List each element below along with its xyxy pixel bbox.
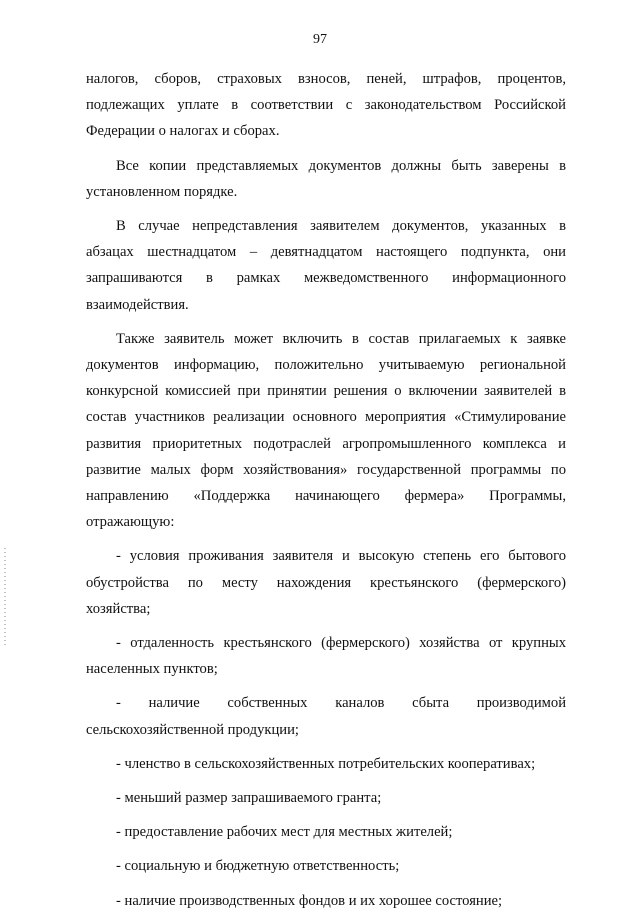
paragraph [86,630,566,682]
text-line: установленном порядке. [86,183,238,200]
text-line: Федерации о налогах и сборах. [86,123,280,140]
paragraph [86,326,566,536]
text-line: - социальную и бюджетную ответственность; [116,858,400,875]
page-number: 97 [313,32,327,47]
text-line: конкурсной комиссией при принятии решения о включении заявителей в [86,383,566,400]
text-line: населенных пунктов; [86,661,218,678]
text-line: - членство в сельскохозяйственных потребительских кооперативах; [116,755,536,772]
text-line: - предоставление рабочих мест для местных жителей; [116,824,453,841]
text-line: налогов, сборов, страховых взносов, пеней, штрафов, процентов, [86,71,566,87]
text-line: обустройства по месту нахождения крестьянского (фермерского) [86,574,566,591]
text-line: развитие малых форм хозяйствования» государственной программы по [86,461,566,478]
text-line: сельскохозяйственной продукции; [86,721,299,738]
text-line: - наличие собственных каналов сбыта производимой [116,695,566,712]
paragraph [86,153,566,205]
text-line: развития приоритетных подотраслей агропромышленного комплекса и [86,435,566,452]
paragraph [86,888,566,914]
text-line: Все копии представляемых документов должны быть заверены в [116,157,566,174]
text-line: - условия проживания заявителя и высокую степень его бытового [116,548,566,565]
text-line: состав участников реализации основного мероприятия «Стимулирование [86,409,566,426]
paragraph [86,66,566,145]
text-line: - наличие производственных фондов и их хорошее состояние; [116,892,503,909]
document-body [86,66,566,922]
text-line: Также заявитель может включить в состав прилагаемых к заявке [116,330,566,347]
paragraph [86,751,566,777]
text-line: хозяйства; [86,600,151,617]
text-line: отражающую: [86,514,175,531]
paragraph [86,543,566,622]
paragraph [86,690,566,742]
text-line: В случае непредставления заявителем документов, указанных в [116,218,566,235]
paragraph [86,853,566,879]
text-line: запрашиваются в рамках межведомственного информационного [86,270,566,287]
text-line: - меньший размер запрашиваемого гранта; [116,790,382,807]
text-line: взаимодействия. [86,296,189,313]
paragraph [86,819,566,845]
paragraph [86,213,566,318]
paragraph [86,785,566,811]
text-line: - отдаленность крестьянского (фермерского) хозяйства от крупных [116,635,566,652]
text-line: направлению «Поддержка начинающего фермера» Программы, [86,488,566,505]
scan-margin-artifact [4,548,6,648]
text-line: документов информацию, положительно учитываемую региональной [86,357,566,374]
text-line: абзацах шестнадцатом – девятнадцатом настоящего подпункта, они [86,244,566,261]
text-line: подлежащих уплате в соответствии с законодательством Российской [86,97,566,114]
